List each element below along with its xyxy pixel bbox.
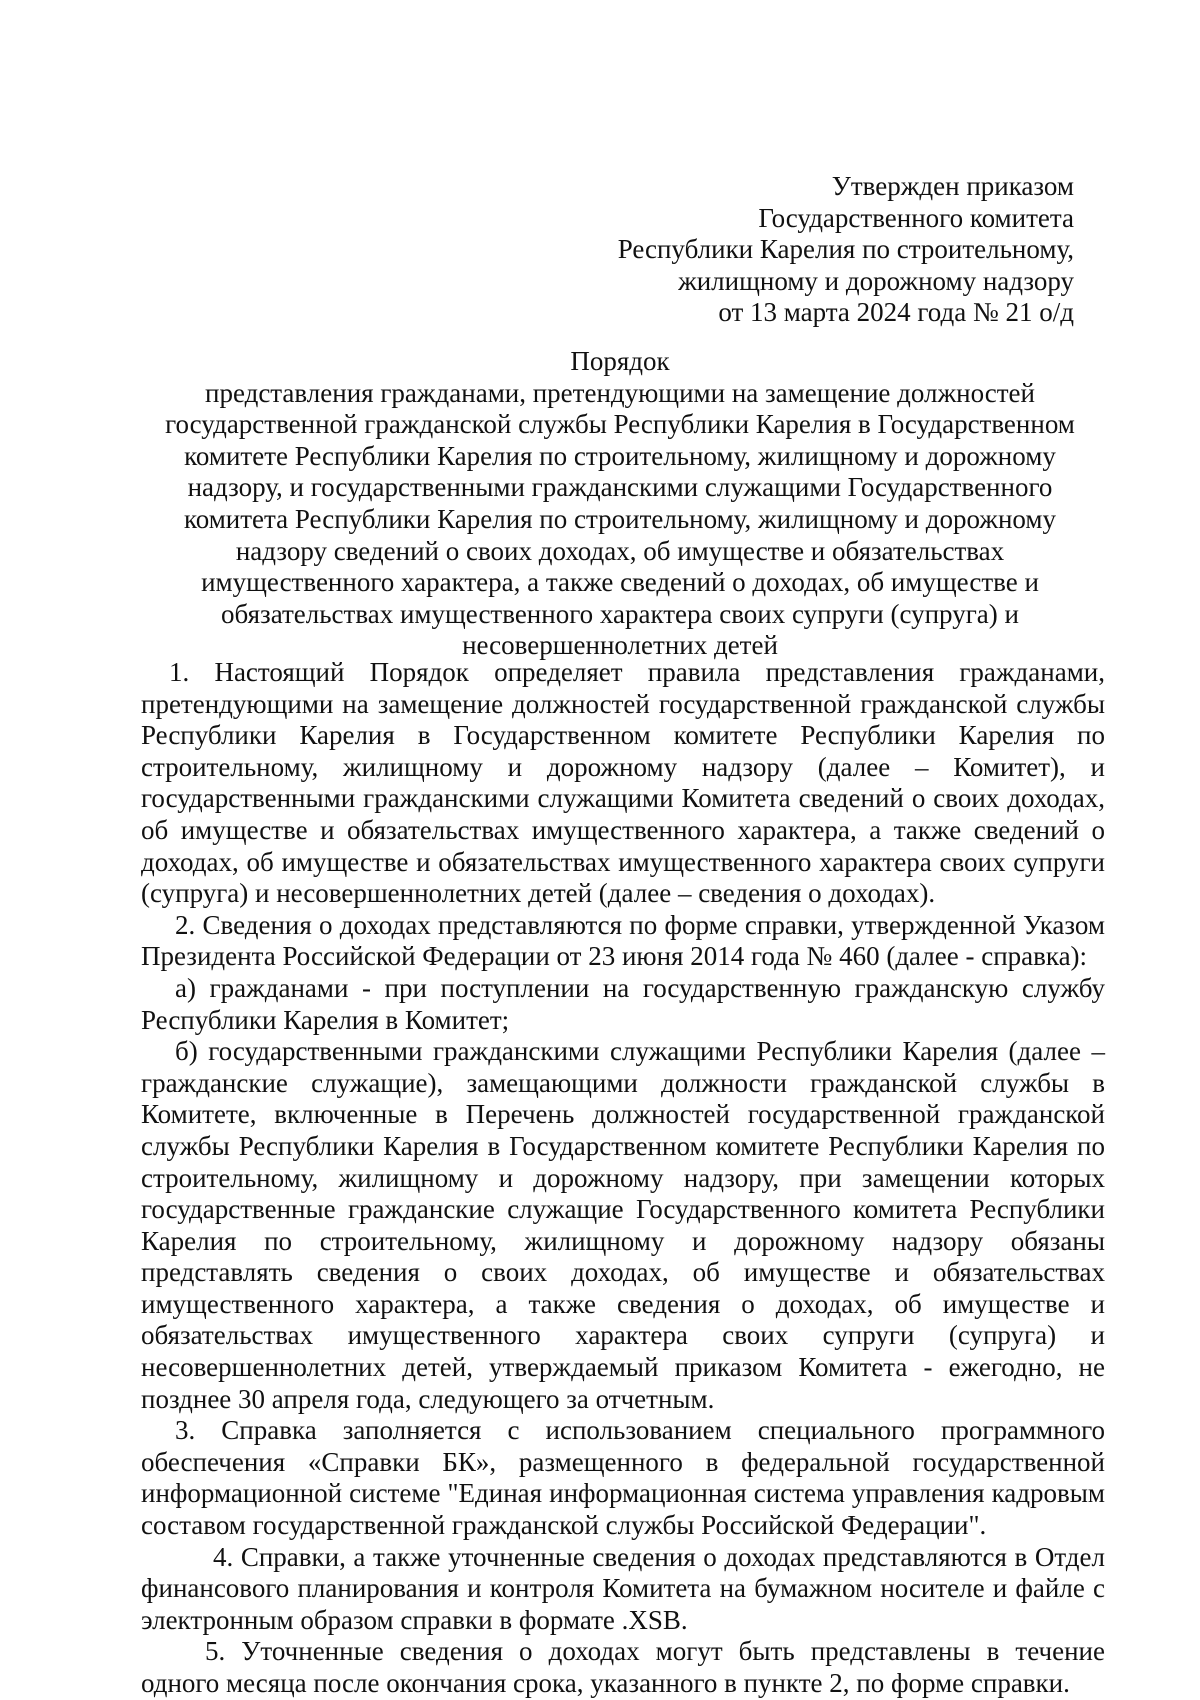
approval-line: Утвержден приказом <box>831 171 1074 201</box>
paragraph-4: 4. Справки, а также уточненные сведения о доходах представляются в Отдел финансового планирования и контроля Комитета на бумажном носителе и файле с электронным образом справки в формате .XSB. <box>141 1541 1105 1635</box>
approval-date-line: от 13 марта 2024 года № 21 о/д <box>718 297 1074 328</box>
document-title: Порядок <box>570 346 670 376</box>
document-subtitle: представления гражданами, претендующими на замещение должностей государственной гражданской службы Республики Карелия в Государственном комитете Республики Карелия по строительному, жилищному и дорожному надзору, и государственными гражданскими служащими Государственного комитета Республики Карелия по строительному, жилищному и дорожному надзору сведений о своих доходах, об имуществе и обязательствах имущественного характера, а также сведений о доходах, об имуществе и обязательствах имущественного характера своих супруги (супруга) и несовершеннолетних детей <box>165 377 1075 661</box>
paragraph-2b: б) государственными гражданскими служащими Республики Карелия (далее – гражданские служащие), замещающими должности гражданской службы в Комитете, включенные в Перечень должностей государственной гражданской службы Республики Карелия в Государственном комитете Республики Карелия по строительному, жилищному и дорожному надзору, при замещении которых государственные гражданские служащие Государственного комитета Республики Карелия по строительному, жилищному и дорожному надзору обязаны представлять сведения о своих доходах, об имуществе и обязательствах имущественного характера, а также сведения о доходах, об имуществе и обязательствах имущественного характера своих супруги (супруга) и несовершеннолетних детей, утверждаемый приказом Комитета - ежегодно, не позднее 30 апреля года, следующего за отчетным. <box>141 1036 1105 1414</box>
paragraph-3: 3. Справка заполняется с использованием специального программного обеспечения «Справки БК», размещенного в федеральной государственной информационной системе "Единая информационная система управления кадровым составом государственной гражданской службы Российской Федерации". <box>141 1415 1105 1541</box>
document-body <box>141 657 1105 1700</box>
document-heading <box>140 346 1100 662</box>
paragraph-1: 1. Настоящий Порядок определяет правила представления гражданами, претендующими на замещение должностей государственной гражданской службы Республики Карелия в Государственном комитете Республики Карелия по строительному, жилищному и дорожному надзору (далее – Комитет), и государственными гражданскими служащими Комитета сведений о своих доходах, об имуществе и обязательствах имущественного характера, а также сведений о доходах, об имуществе и обязательствах имущественного характера своих супруги (супруга) и несовершеннолетних детей (далее – сведения о доходах). <box>141 657 1105 909</box>
paragraph-2a: а) гражданами - при поступлении на государственную гражданскую службу Республики Карелия в Комитет; <box>141 972 1105 1035</box>
approval-stamp <box>618 171 1074 329</box>
approval-line: Государственного комитета <box>758 202 1074 233</box>
approval-line: Республики Карелия по строительному, <box>617 234 1074 265</box>
approval-line: жилищному и дорожному надзору <box>678 265 1074 296</box>
paragraph-5: 5. Уточненные сведения о доходах могут быть представлены в течение одного месяца после окончания срока, указанного в пункте 2, по форме справки. <box>141 1636 1105 1698</box>
paragraph-2: 2. Сведения о доходах представляются по форме справки, утвержденной Указом Президента Российской Федерации от 23 июня 2014 года № 460 (далее - справка): <box>141 909 1105 972</box>
